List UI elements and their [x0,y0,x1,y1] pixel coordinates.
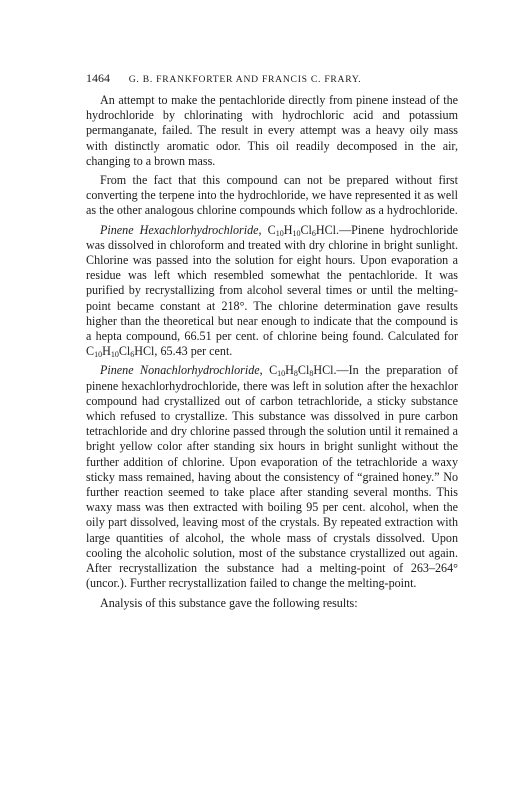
formula-calculated: $C_{10}H_{10}Cl_6HCl$ [86,344,155,360]
section-title-nonachlorhydrochloride: Pinene Nonachlorhydrochloride, [100,363,263,378]
formula-nonachlorhydrochloride: $C_{10}H_8Cl_8HCl$ [269,363,334,379]
paragraph-hydrochloride-note: From the fact that this compound can not be prepared without first converting the terpene into the hydrochloride, we have represented it as well as the other analogous chlorine compounds which follow as a hydrochloride. [86,173,458,218]
paragraph-text: .—In the preparation of pinene hexachlorhydrochloride, there was left in solution after the hexachlor compound had crystallized out of carbon tetrachloride, a sticky substance which refused to crystallize. This substance was dissolved in pure carbon tetrachloride and dry chlorine passed through the solution until it remained a bright yellow color after standing six hours in bright sunlight without the further addition of chlorine. Upon evaporation of the tetrachloride a waxy sticky mass remained, having about the consistency of “grained honey.” No further reaction seemed to take place after standing several months. This waxy mass was then extracted with boiling 95 per cent. alcohol, when the oily part dissolved, leaving most of the crystals. By repeated extraction with large quantities of alcohol, the whole mass of crystals dissolved. Upon cooling the alcoholic solution, most of the substance crystallized out again. After recrystallization the substance had a melting-point of 263–264° (uncor.). Further recrystallization failed to change the melting-point. [86,363,458,591]
running-title: G. B. FRANKFORTER AND FRANCIS C. FRARY. [128,74,362,85]
running-header [86,71,456,86]
section-title-hexachlorhydrochloride: Pinene Hexachlorhydrochloride, [100,222,262,237]
paragraph-nonachlorhydrochloride [86,363,458,591]
body-text [86,93,458,615]
paragraph-pentachloride-attempt: An attempt to make the pentachloride directly from pinene instead of the hydrochloride by chlorinating with hydrochloric acid and potassium permanganate, failed. The result in every attempt was a heavy oily mass with distinctly aromatic odor. This oil readily decomposed in the air, changing to a brown mass. [86,93,458,168]
paragraph-analysis: Analysis of this substance gave the following results: [100,595,358,610]
formula-hexachlorhydrochloride: $C_{10}H_{10}Cl_6HCl$ [267,222,337,238]
paragraph-text-end: , 65.43 per cent. [154,344,233,359]
paragraph-text: .—Pinene hydrochloride was dissolved in chloroform and treated with dry chlorine in bright sunlight. Chlorine was passed into the solution for eight hours. Upon evaporation a residue was left which resembled somewhat the pentachloride. It was purified by recrystallizing from alcohol several times or until the melting-point became constant at 218°. The chlorine determination gave results higher than the theoretical but near enough to indicate that the compound is a hepta compound, 66.51 per cent. of chlorine being found. Calculated for [86,222,458,344]
page-number: 1464 [86,71,110,85]
paragraph-hexachlorhydrochloride [86,223,458,360]
